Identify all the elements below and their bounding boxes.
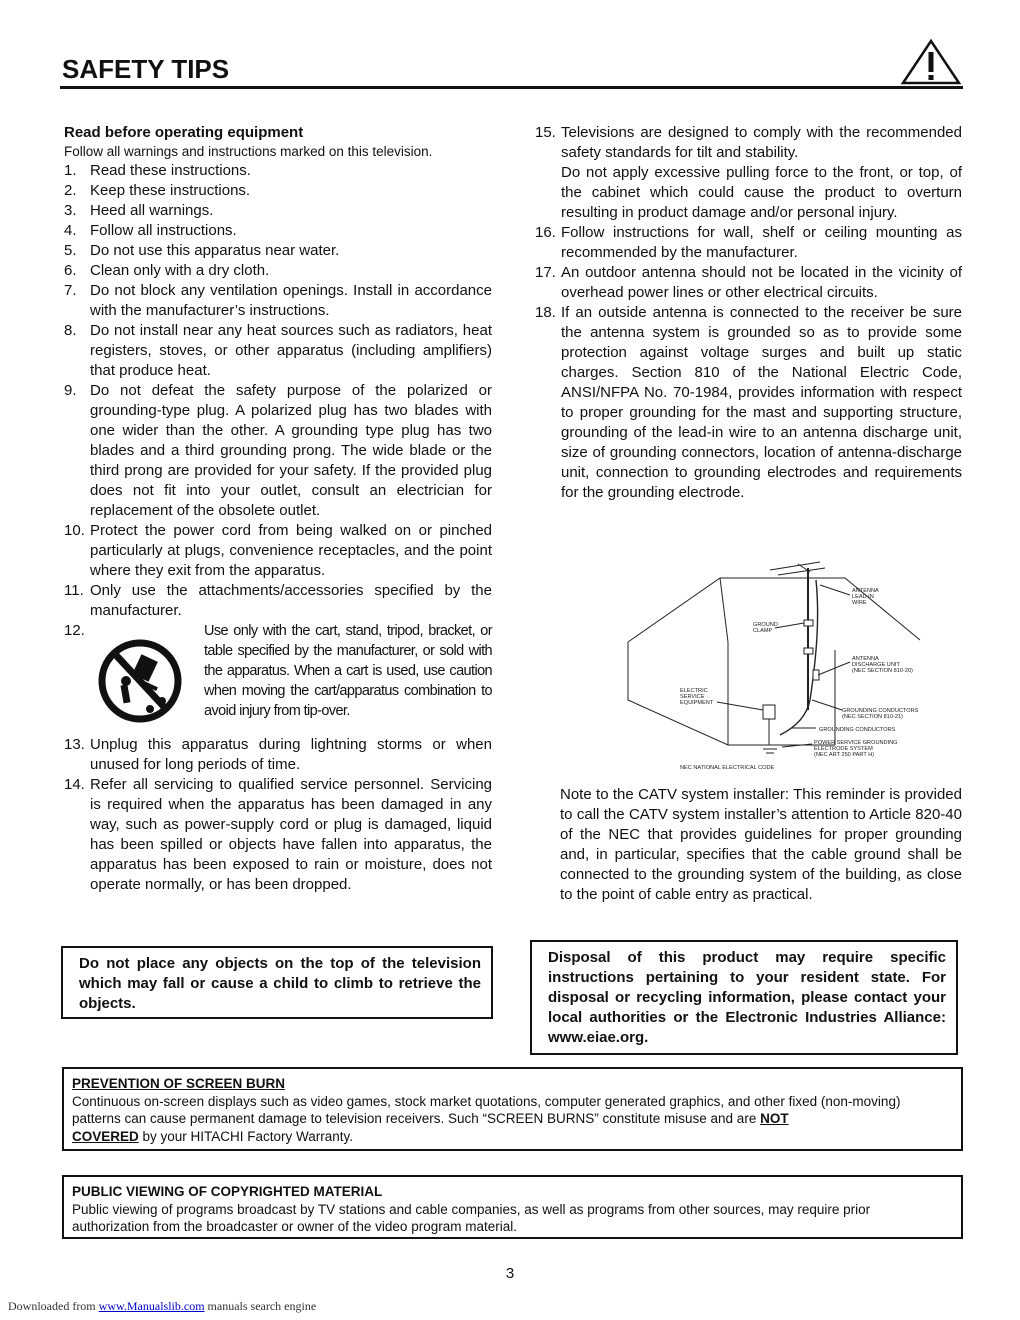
not-emphasis: NOT xyxy=(760,1111,789,1126)
copyright-text: Public viewing of programs broadcast by TV stations and cable companies, as well as programs from other sources, may require prior authorization from the broadcaster or owner of the video program material. xyxy=(72,1201,871,1234)
diagram-label: NEC NATIONAL ELECTRICAL CODE xyxy=(680,765,775,771)
list-item-cart: 12. Use only with the cart, stand, tripod, bracket, or table specified by the manufacturer, or sold with the apparatus. When a cart is used, use caution when moving the cart/apparatus combination to avoid injury from tip-over. xyxy=(64,621,492,735)
diagram-label: ANTENNA xyxy=(852,588,879,594)
page-number: 3 xyxy=(505,1265,515,1282)
diagram-label: (NEC ART 250 PART H) xyxy=(814,752,875,758)
diagram-label: SERVICE xyxy=(680,694,705,700)
list-item: 3. Heed all warnings. xyxy=(64,202,214,219)
screen-burn-title: PREVENTION OF SCREEN BURN xyxy=(72,1076,286,1091)
list-item: 16. Follow instructions for wall, shelf or ceiling mounting as recommended by the manufacturer. xyxy=(535,224,962,261)
copyright-title: PUBLIC VIEWING OF COPYRIGHTED MATERIAL xyxy=(72,1184,383,1199)
section-heading: Read before operating equipment xyxy=(64,124,304,141)
diagram-label: EQUIPMENT xyxy=(680,700,714,706)
safety-list-right xyxy=(535,123,962,503)
list-item: 14. Refer all servicing to qualified service personnel. Servicing is required when the apparatus has been damaged in any way, such as power-supply cord or plug is damaged, liquid has been spilled or objects have fallen into apparatus, the apparatus has been exposed to rain or moisture, does not operate normally, or has been dropped. xyxy=(64,776,492,893)
diagram-label: (NEC SECTION 810-21) xyxy=(842,714,903,720)
list-item: 8. Do not install near any heat sources such as radiators, heat registers, stoves, or other apparatus (including amplifiers) that produce heat. xyxy=(64,322,492,379)
catv-note: Note to the CATV system installer: This reminder is provided to call the CATV system installer’s attention to Article 820-40 of the NEC that provides guidelines for proper grounding and, in particular, specifies that the cable ground shall be connected to the grounding system of the building, as close to the point of cable entry as practical. xyxy=(560,786,962,903)
list-item: 1. Read these instructions. xyxy=(64,162,251,179)
diagram-label: CLAMP xyxy=(753,628,773,634)
cart-warning-text: Use only with the cart, stand, tripod, bracket, or table specified by the manufacturer, or sold with the apparatus. When a cart is used, use caution when moving the cart/apparatus combination to avoid injury from tip-over. xyxy=(204,623,492,719)
footer: Downloaded from www.Manualslib.com manuals search engine xyxy=(8,1299,317,1313)
diagram-label: LEAD IN xyxy=(852,594,874,600)
objects-warning-box: Do not place any objects on the top of the television which may fall or cause a child to climb to retrieve the objects. xyxy=(61,946,493,1019)
antenna-grounding-diagram xyxy=(620,560,965,775)
copyright-box xyxy=(62,1175,963,1239)
safety-list-continued xyxy=(64,735,492,895)
safety-list xyxy=(64,161,492,621)
list-item: 17. An outdoor antenna should not be located in the vicinity of overhead power lines or other electrical circuits. xyxy=(535,264,962,301)
header-rule xyxy=(60,86,963,89)
covered-emphasis: COVERED xyxy=(72,1128,139,1144)
right-column xyxy=(535,123,962,503)
diagram-label: POWER SERVICE GROUNDING xyxy=(814,740,898,746)
diagram-label: GROUND xyxy=(753,622,778,628)
list-item: 7. Do not block any ventilation openings. Install in accordance with the manufacturer’s instructions. xyxy=(64,282,492,319)
manualslib-link[interactable]: www.Manualslib.com xyxy=(98,1299,205,1313)
screen-burn-box xyxy=(62,1067,963,1151)
list-item: 10. Protect the power cord from being walked on or pinched particularly at plugs, convenience receptacles, and the point where they exit from the apparatus. xyxy=(64,522,492,579)
diagram-label: WIRE xyxy=(852,600,867,606)
left-column xyxy=(64,123,492,895)
list-item: 5. Do not use this apparatus near water. xyxy=(64,242,340,259)
list-item: 11. Only use the attachments/accessories specified by the manufacturer. xyxy=(64,582,492,619)
list-item: 4. Follow all instructions. xyxy=(64,222,237,239)
list-item: 13. Unplug this apparatus during lightning storms or when unused for long periods of time. xyxy=(64,736,492,773)
diagram-label: ELECTRIC xyxy=(680,688,708,694)
diagram-label: ANTENNA xyxy=(852,656,879,662)
page-title: SAFETY TIPS xyxy=(62,54,230,84)
screen-burn-text: Continuous on-screen displays such as video games, stock market quotations, computer generated graphics, and other fixed (non-moving) patterns can cause permanent damage to television receivers. Such “SCREEN BURNS” constitute misuse and are NOT COVERED by your HITACHI Factory Warranty. xyxy=(72,1093,901,1144)
list-item: 6. Clean only with a dry cloth. xyxy=(64,262,270,279)
diagram-label: (NEC SECTION 810-20) xyxy=(852,668,913,674)
diagram-label: GROUNDING CONDUCTORS xyxy=(819,727,896,733)
list-item: 15. Televisions are designed to comply with the recommended safety standards for tilt and stability. Do not apply excessive pulling force to the front, or top, of the cabinet which could cause the product to overturn resulting in product damage and/or personal injury. xyxy=(535,124,962,221)
diagram-label: GROUNDING CONDUCTORS xyxy=(842,708,919,714)
section-intro: Follow all warnings and instructions marked on this television. xyxy=(64,144,433,159)
list-item: 2. Keep these instructions. xyxy=(64,182,251,199)
diagram-label: DISCHARGE UNIT xyxy=(852,662,900,668)
warning-triangle-icon xyxy=(900,38,962,86)
cart-tipover-icon xyxy=(98,635,182,727)
diagram-label: ELECTRODE SYSTEM xyxy=(814,746,873,752)
disposal-box: Disposal of this product may require specific instructions pertaining to your resident state. For disposal or recycling information, please contact your local authorities or the Electronic Industries Alliance: www.eiae.org. xyxy=(530,940,958,1055)
list-item: 9. Do not defeat the safety purpose of the polarized or grounding-type plug. A polarized plug has two blades with one wider than the other. A grounding type plug has two blades and a third grounding prong. The wide blade or the third prong are provided for your safety. If the provided plug does not fit into your outlet, consult an electrician for replacement of the obsolete outlet. xyxy=(64,382,492,519)
list-item: 18. If an outside antenna is connected to the receiver be sure the antenna system is grounded so as to provide some protection against voltage surges and built up static charges. Section 810 of the National Electric Code, ANSI/NFPA No. 70-1984, provides information with respect to proper grounding for the mast and supporting structure, grounding of the lead-in wire to an antenna discharge unit, size of grounding connectors, location of antenna-discharge unit, connection to grounding electrodes and requirements for the grounding electrode. xyxy=(535,304,962,501)
